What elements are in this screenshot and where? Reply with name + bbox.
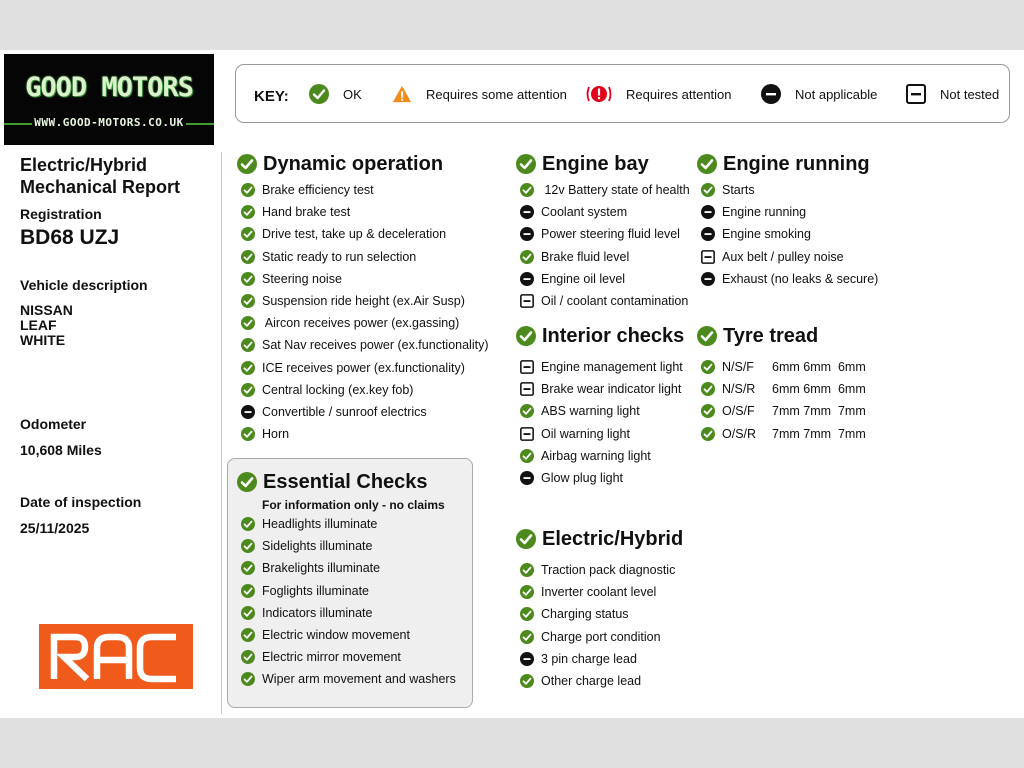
- section-electric-hybrid: [516, 527, 683, 692]
- ok-icon: [241, 294, 255, 308]
- check-label: Electric window movement: [262, 628, 410, 643]
- check-item: [516, 445, 684, 467]
- check-item: [237, 535, 456, 557]
- ok-icon: [241, 517, 255, 531]
- ok-icon: [241, 383, 255, 397]
- check-label: Indicators illuminate: [262, 605, 373, 620]
- vehicle-description-label: Vehicle description: [20, 277, 148, 293]
- ok-icon: [241, 672, 255, 686]
- check-item: [697, 179, 878, 201]
- check-list: [697, 179, 878, 290]
- tread-depths: 6mm 6mm 6mm: [772, 382, 866, 397]
- not-tested-icon: [701, 250, 715, 264]
- check-item: [697, 423, 866, 445]
- ok-icon: [516, 154, 536, 174]
- check-label: Charge port condition: [541, 629, 661, 644]
- check-label: Convertible / sunroof electrics: [262, 404, 427, 419]
- check-item: [237, 179, 488, 201]
- ok-icon: [520, 607, 534, 621]
- not-tested-icon: [520, 294, 534, 308]
- key-some-attention-label: Requires some attention: [426, 86, 567, 102]
- check-item: [516, 670, 683, 692]
- check-label: Central locking (ex.key fob): [262, 382, 414, 397]
- ok-icon: [237, 154, 257, 174]
- check-item: [516, 378, 684, 400]
- check-item: [697, 223, 878, 245]
- not-tested-icon: [520, 360, 534, 374]
- not-applicable-icon: [701, 272, 715, 286]
- check-item: [516, 400, 684, 422]
- ok-icon: [701, 183, 715, 197]
- check-item: [516, 581, 683, 603]
- check-item: [237, 401, 488, 423]
- ok-icon: [241, 227, 255, 241]
- check-item: [237, 646, 456, 668]
- key-ok-label: OK: [343, 86, 362, 102]
- ok-icon: [241, 427, 255, 441]
- check-label: Oil / coolant contamination: [541, 294, 689, 309]
- not-applicable-icon: [701, 227, 715, 241]
- logo-url: WWW.GOOD-MOTORS.CO.UK: [34, 116, 184, 129]
- check-label: Charging status: [541, 607, 629, 622]
- ok-icon: [241, 205, 255, 219]
- ok-icon: [520, 585, 534, 599]
- ok-icon: [241, 183, 255, 197]
- key-not-applicable: [761, 84, 877, 104]
- section-title: Dynamic operation: [263, 152, 444, 175]
- check-label: Static ready to run selection: [262, 249, 417, 264]
- check-item: [237, 334, 488, 356]
- check-label: Drive test, take up & deceleration: [262, 227, 447, 242]
- check-item: [516, 626, 683, 648]
- section-interior-checks: [516, 324, 684, 489]
- not-applicable-icon: [241, 405, 255, 419]
- report-title-line2: Mechanical Report: [20, 177, 181, 197]
- check-label: Brakelights illuminate: [262, 561, 381, 576]
- check-item: [516, 179, 690, 201]
- check-item: [516, 559, 683, 581]
- section-subtitle: For information only - no claims: [262, 498, 445, 512]
- check-label: Brake wear indicator light: [541, 382, 682, 397]
- check-label: Traction pack diagnostic: [541, 563, 676, 578]
- logo-name: GOOD MOTORS: [25, 72, 193, 103]
- not-applicable-icon: [761, 84, 781, 104]
- section-title: Electric/Hybrid: [542, 527, 684, 550]
- check-item: [516, 467, 684, 489]
- ok-icon: [520, 630, 534, 644]
- ok-icon: [241, 561, 255, 575]
- check-label: Exhaust (no leaks & secure): [722, 271, 879, 286]
- ok-icon: [520, 183, 534, 197]
- check-item: [516, 423, 684, 445]
- report-title-line1: Electric/Hybrid: [20, 155, 148, 175]
- check-item: [237, 580, 456, 602]
- check-label: Inverter coolant level: [541, 585, 657, 600]
- not-applicable-icon: [520, 227, 534, 241]
- check-label: Sidelights illuminate: [262, 539, 373, 554]
- ok-icon: [309, 84, 329, 104]
- key-some-attention: [392, 84, 567, 104]
- report-sheet: [0, 50, 1024, 718]
- tread-depths: 6mm 6mm 6mm: [772, 360, 866, 375]
- check-item: [516, 648, 683, 670]
- check-label: Headlights illuminate: [262, 517, 378, 532]
- ok-icon: [520, 250, 534, 264]
- check-item: [237, 379, 488, 401]
- check-label: Other charge lead: [541, 674, 642, 689]
- inspection-date-value: 25/11/2025: [20, 520, 90, 536]
- ok-icon: [241, 361, 255, 375]
- check-label: Oil warning light: [541, 426, 630, 441]
- ok-icon: [237, 472, 257, 492]
- check-item: [237, 201, 488, 223]
- check-label: Starts: [722, 183, 755, 198]
- tread-depths: 7mm 7mm 7mm: [772, 404, 866, 419]
- column-divider: [221, 152, 222, 714]
- key-attention-label: Requires attention: [626, 86, 732, 102]
- check-item: [516, 246, 690, 268]
- check-item: [237, 602, 456, 624]
- check-item: [237, 246, 488, 268]
- check-item: [516, 223, 690, 245]
- section-header: [697, 324, 866, 348]
- ok-icon: [241, 316, 255, 330]
- ok-icon: [520, 404, 534, 418]
- vehicle-model: LEAF: [20, 317, 57, 333]
- key-ok: [309, 84, 362, 104]
- section-tyre-tread: [697, 324, 866, 445]
- check-label: Suspension ride height (ex.Air Susp): [262, 294, 465, 309]
- check-item: [697, 378, 866, 400]
- tread-depths: 7mm 7mm 7mm: [772, 426, 866, 441]
- check-label: Engine running: [722, 205, 807, 220]
- section-header: [697, 152, 878, 176]
- check-item: [516, 201, 690, 223]
- ok-icon: [241, 338, 255, 352]
- ok-icon: [241, 606, 255, 620]
- check-label: Engine oil level: [541, 271, 626, 286]
- ok-icon: [241, 584, 255, 598]
- check-label: Coolant system: [541, 205, 628, 220]
- check-label: Wiper arm movement and washers: [262, 672, 456, 687]
- ok-icon: [701, 382, 715, 396]
- check-list: [516, 356, 684, 489]
- ok-icon: [241, 539, 255, 553]
- not-applicable-icon: [520, 205, 534, 219]
- check-item: [237, 312, 488, 334]
- not-tested-icon: [520, 427, 534, 441]
- check-item: [237, 557, 456, 579]
- check-label: Foglights illuminate: [262, 583, 369, 598]
- check-item: [237, 423, 488, 445]
- ok-icon: [701, 404, 715, 418]
- alert-icon: [586, 84, 612, 104]
- not-applicable-icon: [520, 652, 534, 666]
- section-header: [516, 152, 690, 176]
- good-motors-logo: [4, 54, 214, 145]
- not-applicable-icon: [701, 205, 715, 219]
- key-not-tested-label: Not tested: [940, 86, 1000, 102]
- check-item: [237, 357, 488, 379]
- check-label: Horn: [262, 427, 290, 442]
- section-title: Engine bay: [542, 152, 649, 175]
- key-not-tested: [906, 84, 999, 104]
- check-item: [697, 246, 878, 268]
- ok-icon: [241, 628, 255, 642]
- status-key: [235, 64, 1010, 123]
- check-label: ICE receives power (ex.functionality): [262, 360, 465, 375]
- logo-rule-right: [186, 123, 214, 125]
- section-header: [237, 152, 488, 176]
- section-engine-bay: [516, 152, 690, 312]
- check-item: [516, 603, 683, 625]
- key-not-applicable-label: Not applicable: [795, 86, 878, 102]
- ok-icon: [520, 674, 534, 688]
- check-label: Brake efficiency test: [262, 183, 374, 198]
- check-label: Electric mirror movement: [262, 650, 401, 665]
- section-dynamic-operation: [237, 152, 488, 445]
- ok-icon: [701, 427, 715, 441]
- ok-icon: [241, 650, 255, 664]
- section-title: Essential Checks: [263, 470, 428, 493]
- tyre-position: N/S/F: [722, 360, 754, 375]
- tyre-position: O/S/F: [722, 404, 755, 419]
- check-label: Sat Nav receives power (ex.functionality): [262, 338, 489, 353]
- rac-logo-mark: [39, 624, 193, 689]
- check-item: [697, 356, 866, 378]
- ok-icon: [241, 250, 255, 264]
- check-label: Power steering fluid level: [541, 227, 680, 242]
- check-list: [237, 179, 488, 445]
- check-item: [237, 513, 456, 535]
- check-item: [516, 268, 690, 290]
- check-item: [516, 290, 690, 312]
- ok-icon: [516, 529, 536, 549]
- check-item: [697, 268, 878, 290]
- check-label: Airbag warning light: [541, 448, 651, 463]
- check-item: [237, 624, 456, 646]
- report-title: [20, 154, 210, 198]
- check-label: Steering noise: [262, 271, 342, 286]
- registration-label: Registration: [20, 206, 102, 222]
- not-tested-icon: [520, 382, 534, 396]
- check-label: Hand brake test: [262, 205, 351, 220]
- vehicle-colour: WHITE: [20, 332, 66, 348]
- check-label: Aux belt / pulley noise: [722, 249, 844, 264]
- check-item: [697, 201, 878, 223]
- check-label: Brake fluid level: [541, 249, 630, 264]
- ok-icon: [697, 154, 717, 174]
- ok-icon: [516, 326, 536, 346]
- vehicle-description: [20, 303, 73, 348]
- odometer-label: Odometer: [20, 416, 87, 432]
- check-list: [237, 513, 456, 691]
- check-label: Glow plug light: [541, 471, 623, 486]
- check-item: [237, 290, 488, 312]
- ok-icon: [520, 563, 534, 577]
- ok-icon: [697, 326, 717, 346]
- tyre-position: O/S/R: [722, 426, 757, 441]
- check-item: [237, 268, 488, 290]
- ok-icon: [241, 272, 255, 286]
- section-title: Tyre tread: [723, 324, 819, 347]
- section-engine-running: [697, 152, 878, 290]
- check-list: [516, 179, 690, 312]
- not-applicable-icon: [520, 272, 534, 286]
- check-item: [237, 668, 456, 690]
- check-label: 12v Battery state of health: [541, 183, 690, 198]
- not-tested-icon: [906, 84, 926, 104]
- section-title: Interior checks: [542, 324, 685, 347]
- section-header: [516, 324, 684, 348]
- tyre-position: N/S/R: [722, 382, 756, 397]
- key-title: KEY:: [254, 88, 289, 105]
- not-applicable-icon: [520, 471, 534, 485]
- odometer-value: 10,608 Miles: [20, 442, 102, 458]
- inspection-date-label: Date of inspection: [20, 494, 142, 510]
- registration-value: BD68 UZJ: [20, 226, 120, 249]
- vehicle-make: NISSAN: [20, 302, 73, 318]
- section-essential-checks: [237, 470, 456, 691]
- logo-rule-left: [4, 123, 32, 125]
- ok-icon: [520, 449, 534, 463]
- section-header: [516, 527, 683, 551]
- section-header: [237, 470, 456, 494]
- check-item: [697, 400, 866, 422]
- rac-logo: [39, 624, 193, 689]
- ok-icon: [701, 360, 715, 374]
- check-item: [516, 356, 684, 378]
- check-label: Engine management light: [541, 360, 683, 375]
- warning-triangle-icon: [392, 84, 412, 104]
- check-label: Aircon receives power (ex.gassing): [262, 316, 460, 331]
- check-item: [237, 223, 488, 245]
- check-list: [516, 559, 683, 692]
- check-label: Engine smoking: [722, 227, 811, 242]
- check-list: [697, 356, 866, 445]
- check-label: ABS warning light: [541, 404, 640, 419]
- section-title: Engine running: [723, 152, 870, 175]
- key-attention: [586, 84, 732, 104]
- check-label: 3 pin charge lead: [541, 651, 637, 666]
